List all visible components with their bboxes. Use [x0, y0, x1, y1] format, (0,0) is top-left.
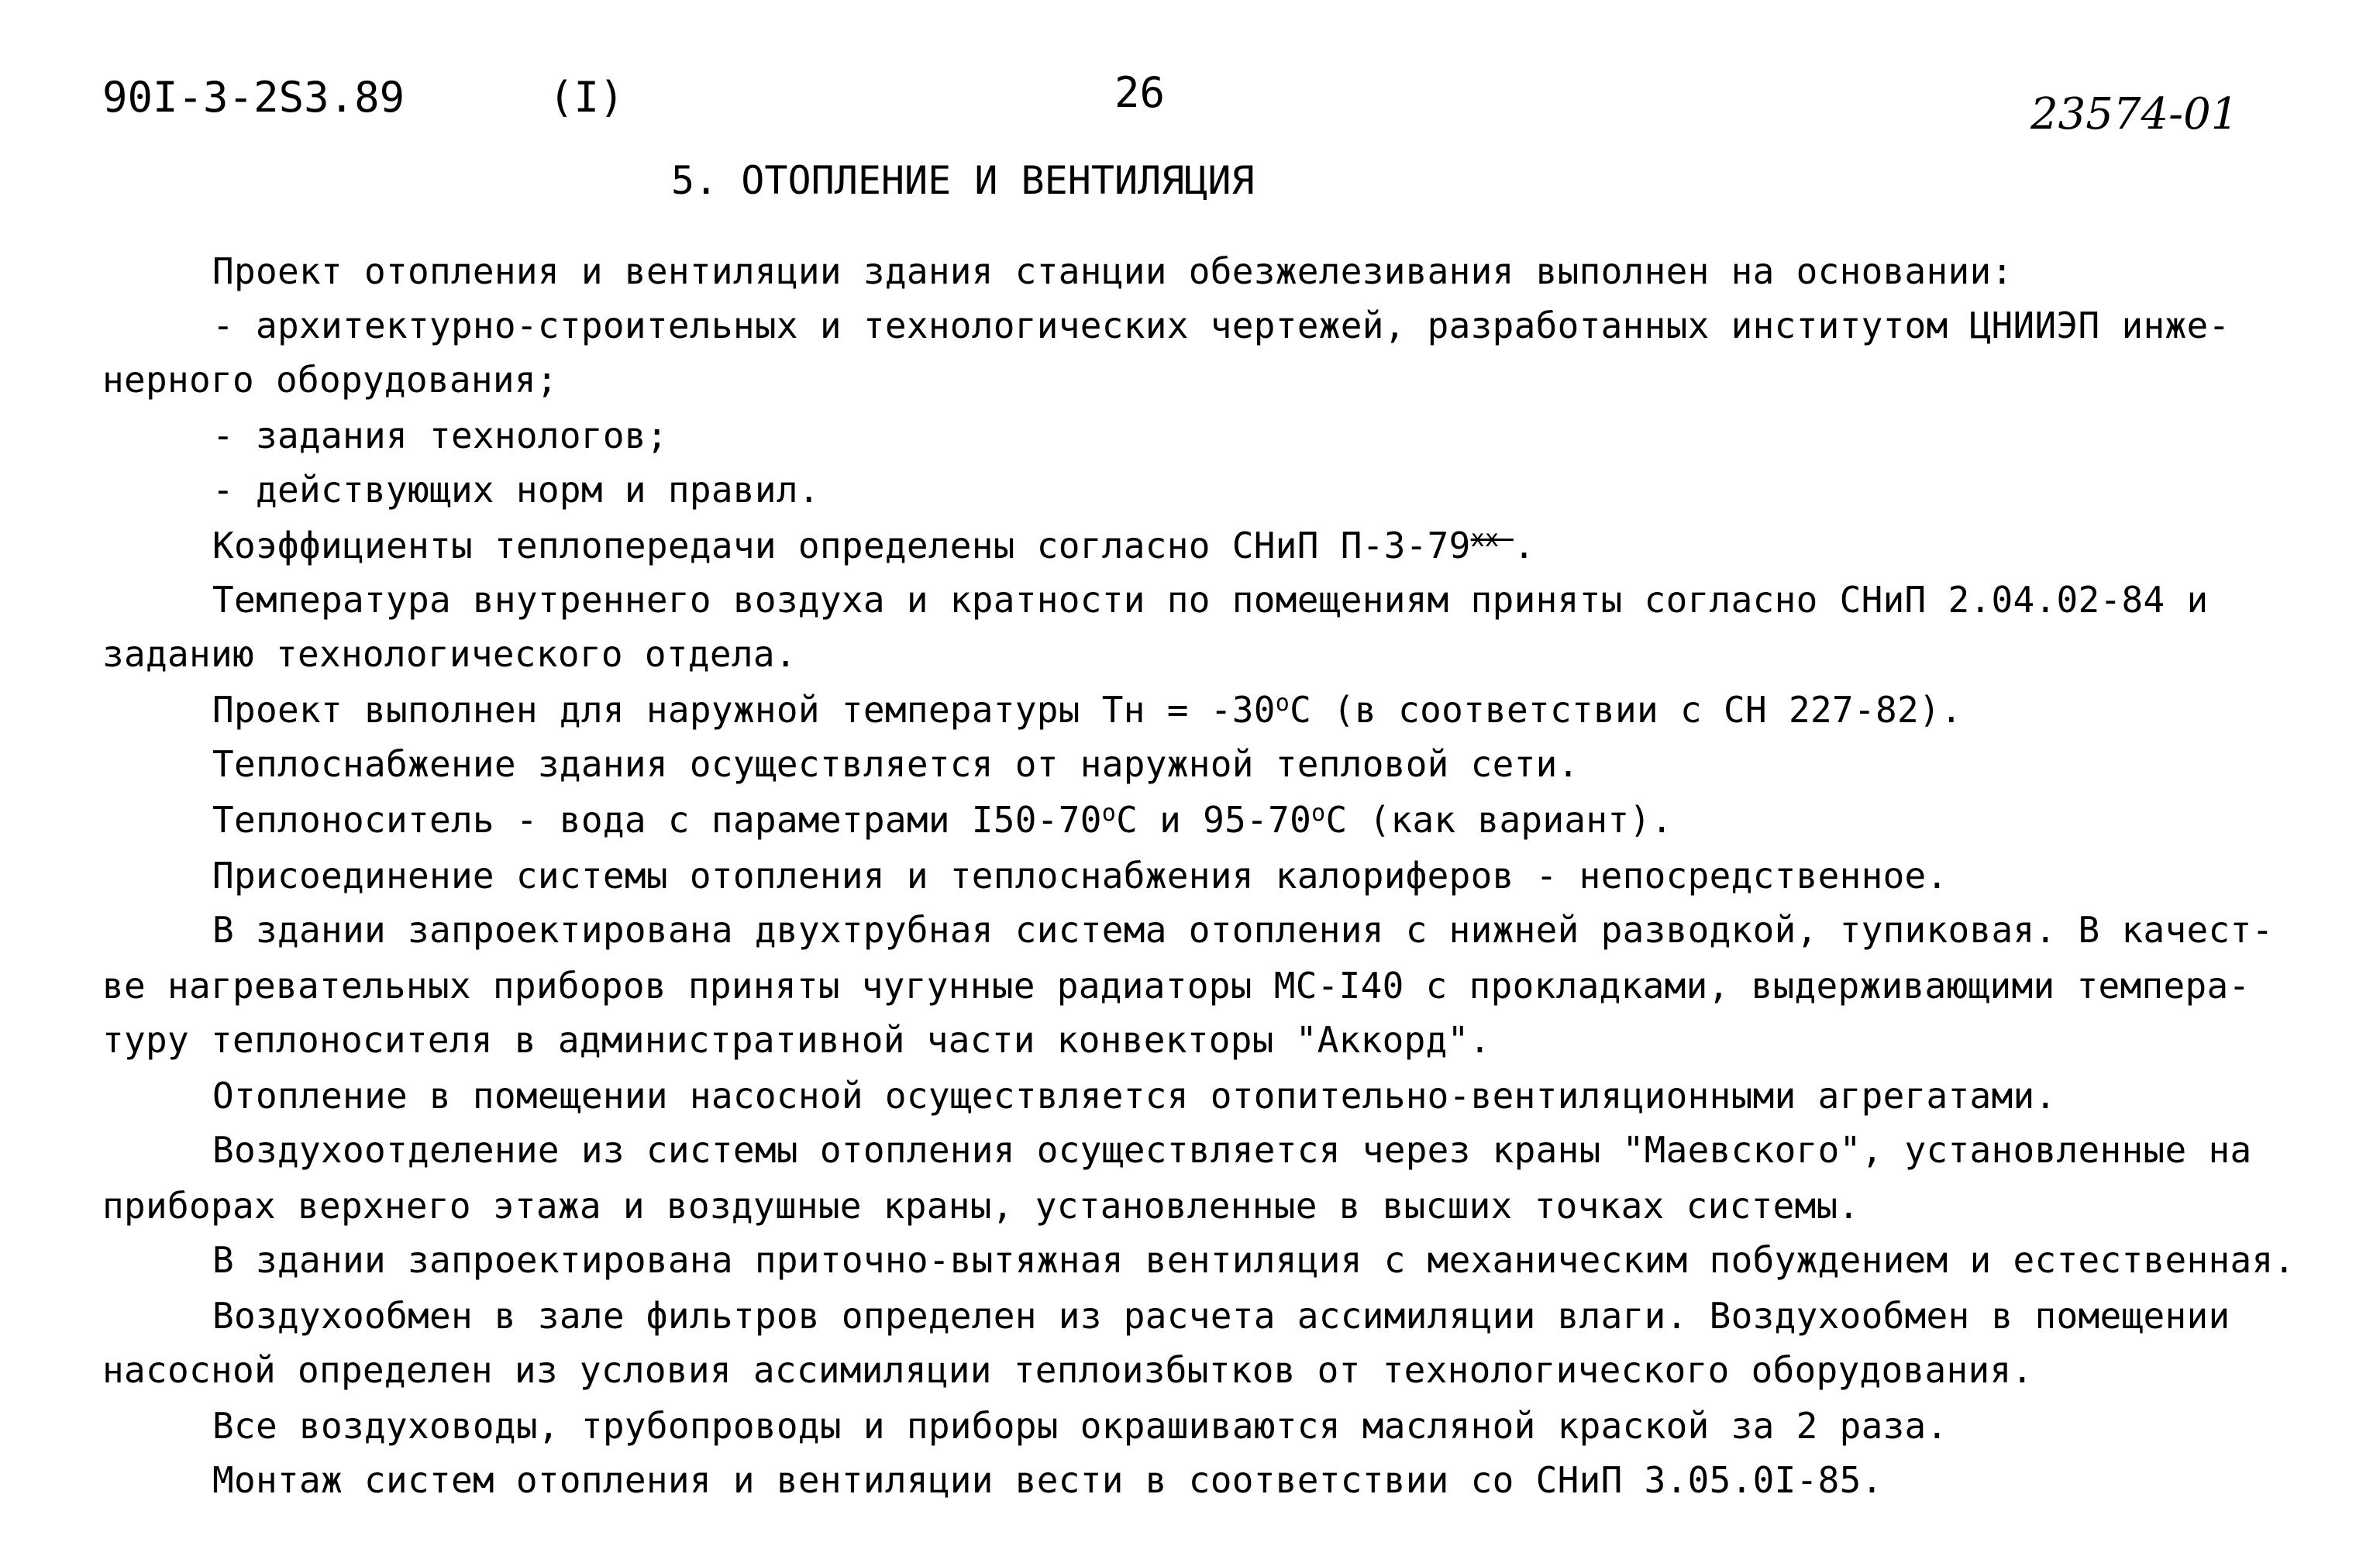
paragraph-line: приборах верхнего этажа и воздушные краны, установленные в высших точках системы. — [102, 1185, 1860, 1227]
degree-mark: о — [1275, 690, 1290, 717]
degree-mark: о — [1311, 800, 1326, 827]
paragraph-line: нерного оборудования; — [102, 359, 558, 401]
paragraph-line: Проект отопления и вентиляции здания станции обезжелезивания выполнен на основании: — [212, 250, 2013, 292]
paragraph-line: Воздухоотделение из системы отопления осуществляется через краны "Маевского", установленные на — [212, 1129, 2252, 1171]
registration-number: 23574-01 — [2030, 89, 2239, 139]
section-title: 5. ОТОПЛЕНИЕ И ВЕНТИЛЯЦИЯ — [671, 158, 1255, 203]
page-number: 26 — [1114, 68, 1166, 117]
paragraph-line: - архитектурно-строительных и технологических чертежей, разработанных институтом ЦНИИЭП инже- — [212, 305, 2230, 346]
paragraph-line: заданию технологического отдела. — [102, 633, 797, 675]
paragraph-line — [212, 688, 1962, 732]
line-text: . — [1513, 525, 1535, 566]
paragraph-line: Монтаж систем отопления и вентиляции вести в соответствии со СНиП 3.05.0I-85. — [212, 1459, 1883, 1501]
paragraph-line: В здании запроектирована приточно-вытяжная вентиляция с механическим побуждением и естественная. — [212, 1239, 2296, 1281]
paragraph-line — [212, 798, 1672, 842]
document-code: 90I-3-2S3.89 — [102, 73, 405, 122]
line-text: С (в соответствии с СН 227-82). — [1290, 689, 1962, 731]
line-text: Проект выполнен для наружной температуры Тн = -30 — [212, 689, 1276, 731]
paragraph-line: - действующих норм и правил. — [212, 469, 820, 511]
line-text: Теплоноситель - вода с параметрами I50-70 — [212, 799, 1102, 841]
paragraph-line: Теплоснабжение здания осуществляется от наружной тепловой сети. — [212, 743, 1579, 785]
paragraph-line: Отопление в помещении насосной осуществляется отопительно-вентиляционными агрегатами. — [212, 1075, 2057, 1117]
line-text: С (как вариант). — [1325, 799, 1673, 841]
paragraph-line: В здании запроектирована двухтрубная система отопления с нижней разводкой, тупиковая. В качест- — [212, 909, 2274, 951]
paragraph-line: Температура внутреннего воздуха и кратности по помещениям приняты согласно СНиП 2.04.02-84 и — [212, 579, 2209, 621]
paragraph-line: туру теплоносителя в административной части конвекторы "Аккорд". — [102, 1019, 1491, 1061]
paragraph-line: ве нагревательных приборов приняты чугунные радиаторы МС-I40 с прокладками, выдерживающими темпера- — [102, 965, 2251, 1007]
paragraph-line: Присоединение системы отопления и теплоснабжения калориферов - непосредственное. — [212, 855, 1948, 897]
paragraph-line: насосной определен из условия ассимиляции теплоизбытков от технологического оборудования. — [102, 1349, 2034, 1391]
paragraph-line: - задания технологов; — [212, 415, 668, 456]
degree-mark: о — [1101, 800, 1117, 827]
paragraph-line: Воздухообмен в зале фильтров определен из расчета ассимиляции влаги. Воздухообмен в помещении — [212, 1295, 2230, 1337]
line-text: С и 95-70 — [1116, 799, 1312, 841]
paragraph-line — [212, 524, 1535, 567]
paragraph-line: Все воздуховоды, трубопроводы и приборы окрашиваются масляной краской за 2 раза. — [212, 1405, 1948, 1447]
footnote-mark: хх- — [1470, 525, 1514, 553]
line-text: Коэффициенты теплопередачи определены согласно СНиП П-3-79 — [212, 525, 1471, 566]
sheet-number: (I) — [549, 73, 625, 122]
